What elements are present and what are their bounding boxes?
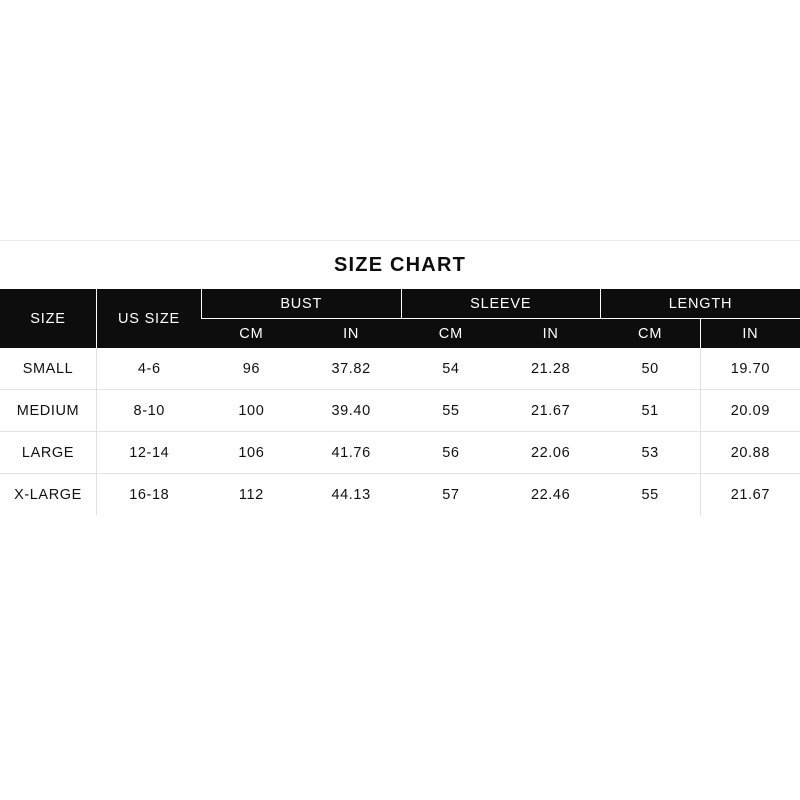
cell-size: X-LARGE [0,474,97,516]
cell-us-size: 16-18 [97,474,202,516]
cell-us-size: 12-14 [97,432,202,474]
cell-bust-in: 44.13 [301,474,401,516]
column-header-us-size: US SIZE [97,289,202,348]
table-row [0,432,800,474]
cell-length-in: 19.70 [700,348,800,390]
table-body [0,348,800,515]
cell-size: LARGE [0,432,97,474]
cell-us-size: 8-10 [97,390,202,432]
cell-length-cm: 51 [601,390,701,432]
cell-length-cm: 50 [601,348,701,390]
cell-bust-cm: 100 [202,390,302,432]
table-header [0,289,800,348]
column-group-header-sleeve: SLEEVE [401,289,601,319]
column-header-bust-in: IN [301,319,401,349]
size-chart-table [0,289,800,515]
table-row [0,390,800,432]
cell-length-in: 20.88 [700,432,800,474]
column-header-length-in: IN [700,319,800,349]
cell-bust-cm: 106 [202,432,302,474]
cell-bust-in: 41.76 [301,432,401,474]
page-title: SIZE CHART [334,254,466,276]
column-group-header-length: LENGTH [601,289,800,319]
cell-sleeve-in: 22.06 [501,432,601,474]
cell-us-size: 4-6 [97,348,202,390]
cell-bust-in: 37.82 [301,348,401,390]
cell-length-cm: 55 [601,474,701,516]
cell-length-in: 21.67 [700,474,800,516]
cell-length-cm: 53 [601,432,701,474]
cell-size: MEDIUM [0,390,97,432]
table-header-row-groups [0,289,800,319]
column-header-sleeve-cm: CM [401,319,501,349]
column-header-size: SIZE [0,289,97,348]
cell-bust-in: 39.40 [301,390,401,432]
cell-bust-cm: 112 [202,474,302,516]
table-row [0,348,800,390]
cell-bust-cm: 96 [202,348,302,390]
cell-size: SMALL [0,348,97,390]
cell-sleeve-in: 21.28 [501,348,601,390]
cell-sleeve-cm: 57 [401,474,501,516]
cell-sleeve-in: 21.67 [501,390,601,432]
cell-length-in: 20.09 [700,390,800,432]
top-divider [0,240,800,241]
table-row [0,474,800,516]
cell-sleeve-cm: 56 [401,432,501,474]
column-header-sleeve-in: IN [501,319,601,349]
column-header-bust-cm: CM [202,319,302,349]
column-header-length-cm: CM [601,319,701,349]
column-group-header-bust: BUST [202,289,402,319]
cell-sleeve-in: 22.46 [501,474,601,516]
cell-sleeve-cm: 55 [401,390,501,432]
cell-sleeve-cm: 54 [401,348,501,390]
